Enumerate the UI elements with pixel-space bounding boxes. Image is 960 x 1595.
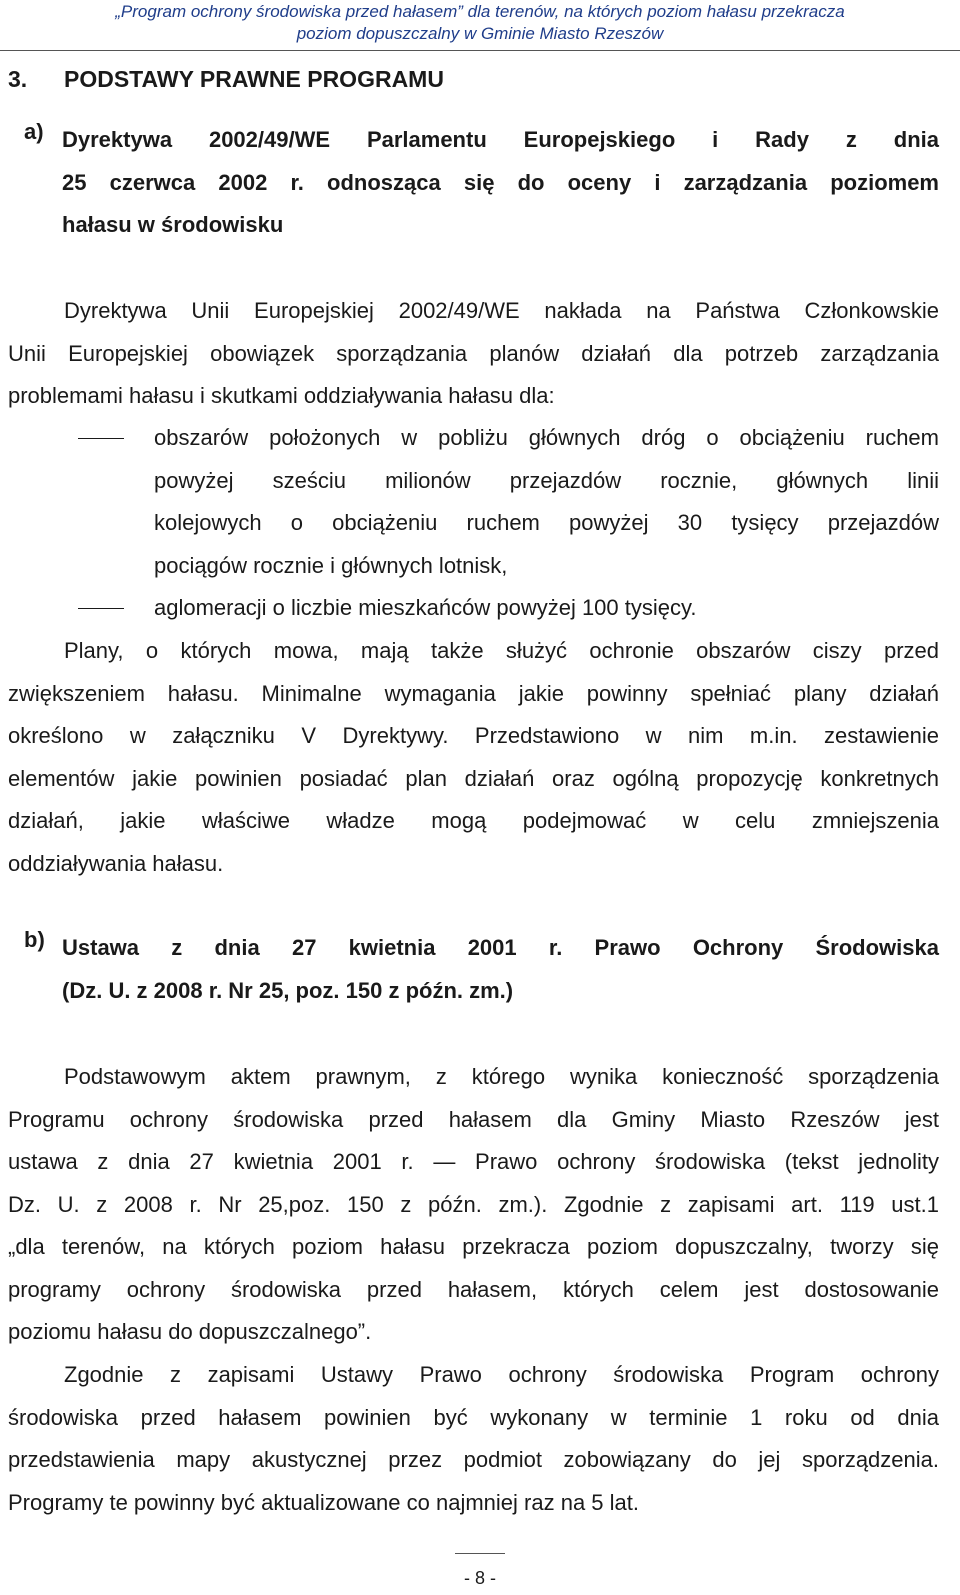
section-title: PODSTAWY PRAWNE PROGRAMU (64, 66, 444, 92)
subsection-b-paragraph-1 (8, 1056, 939, 1354)
text-line: ustawa z dnia 27 kwietnia 2001 r. — Prawo ochrony środowiska (tekst jednolity (8, 1149, 939, 1174)
text-line: poziomu hałasu do dopuszczalnego”. (8, 1319, 372, 1344)
text-line: Podstawowym aktem prawnym, z którego wynika konieczność sporządzenia (64, 1064, 939, 1089)
text-line: pociągów rocznie i głównych lotnisk, (154, 552, 508, 578)
text-line: zwiększeniem hałasu. Minimalne wymagania jakie powinny spełniać plany działań (8, 680, 939, 706)
text-line: programy ochrony środowiska przed hałasem, których celem jest dostosowanie (8, 1276, 939, 1302)
text-line: „dla terenów, na których poziom hałasu przekracza poziom dopuszczalny, tworzy się (8, 1234, 939, 1259)
section-heading (8, 66, 444, 93)
bullet-item-1 (154, 417, 939, 587)
section-number: 3. (8, 66, 28, 92)
heading-line: hałasu w środowisku (62, 212, 284, 237)
header-rule (0, 50, 960, 51)
subsection-b-label: b) (24, 927, 45, 952)
text-line: aglomeracji o liczbie mieszkańców powyżej 100 tysięcy. (154, 595, 697, 620)
subsection-a-paragraph-1 (8, 290, 939, 418)
text-line: działań, jakie właściwe władze mogą podejmować w celu zmniejszenia (8, 808, 939, 833)
subsection-a-label: a) (24, 119, 44, 144)
text-line: określono w załączniku V Dyrektywy. Przedstawiono w nim m.in. zestawienie (8, 723, 939, 748)
heading-line: Ustawa z dnia 27 kwietnia 2001 r. Prawo Ochrony Środowiska (62, 935, 939, 960)
footer-rule (455, 1553, 505, 1554)
heading-line: 25 czerwca 2002 r. odnosząca się do oceny i zarządzania poziomem (62, 169, 939, 195)
text-line: środowiska przed hałasem powinien być wykonany w terminie 1 roku od dnia (8, 1404, 939, 1430)
bullet-item-2 (154, 587, 939, 630)
bullet-dash (78, 608, 124, 609)
text-line: oddziaływania hałasu. (8, 850, 224, 876)
bullet-dash (78, 438, 124, 439)
heading-line: Dyrektywa 2002/49/WE Parlamentu Europejskiego i Rady z dnia (62, 127, 939, 152)
running-header-line-2: poziom dopuszczalny w Gminie Miasto Rzeszów (296, 24, 664, 43)
text-line: elementów jakie powinien posiadać plan działań oraz ogólną propozycję konkretnych (8, 765, 939, 791)
text-line: Programy te powinny być aktualizowane co najmniej raz na 5 lat. (8, 1489, 639, 1515)
text-line: Dz. U. z 2008 r. Nr 25,poz. 150 z późn. zm.). Zgodnie z zapisami art. 119 ust.1 (8, 1191, 939, 1217)
text-line: Programu ochrony środowiska przed hałasem dla Gminy Miasto Rzeszów jest (8, 1106, 939, 1132)
text-line: Dyrektywa Unii Europejskiej 2002/49/WE nakłada na Państwa Członkowskie (64, 298, 939, 323)
subsection-a-heading (62, 119, 939, 247)
text-line: problemami hałasu i skutkami oddziaływania hałasu dla: (8, 383, 555, 408)
subsection-b-heading (62, 927, 939, 1012)
text-line: Plany, o których mowa, mają także służyć ochronie obszarów ciszy przed (64, 638, 939, 663)
text-line: kolejowych o obciążeniu ruchem powyżej 30 tysięcy przejazdów (154, 510, 939, 535)
text-line: Unii Europejskiej obowiązek sporządzania planów działań dla potrzeb zarządzania (8, 340, 939, 366)
text-line: Zgodnie z zapisami Ustawy Prawo ochrony środowiska Program ochrony (64, 1362, 939, 1387)
text-line: powyżej sześciu milionów przejazdów rocznie, głównych linii (154, 467, 939, 493)
text-line: obszarów położonych w pobliżu głównych dróg o obciążeniu ruchem (154, 425, 939, 450)
text-line: przedstawienia mapy akustycznej przez podmiot zobowiązany do jej sporządzenia. (8, 1447, 939, 1472)
heading-line: (Dz. U. z 2008 r. Nr 25, poz. 150 z późn. zm.) (62, 977, 514, 1003)
subsection-a-paragraph-2 (8, 630, 939, 885)
running-header-line-1: „Program ochrony środowiska przed hałasem” dla terenów, na których poziom hałasu przekracza (115, 2, 845, 21)
subsection-b-paragraph-2 (8, 1354, 939, 1524)
page-number: - 8 - (463, 1568, 496, 1588)
